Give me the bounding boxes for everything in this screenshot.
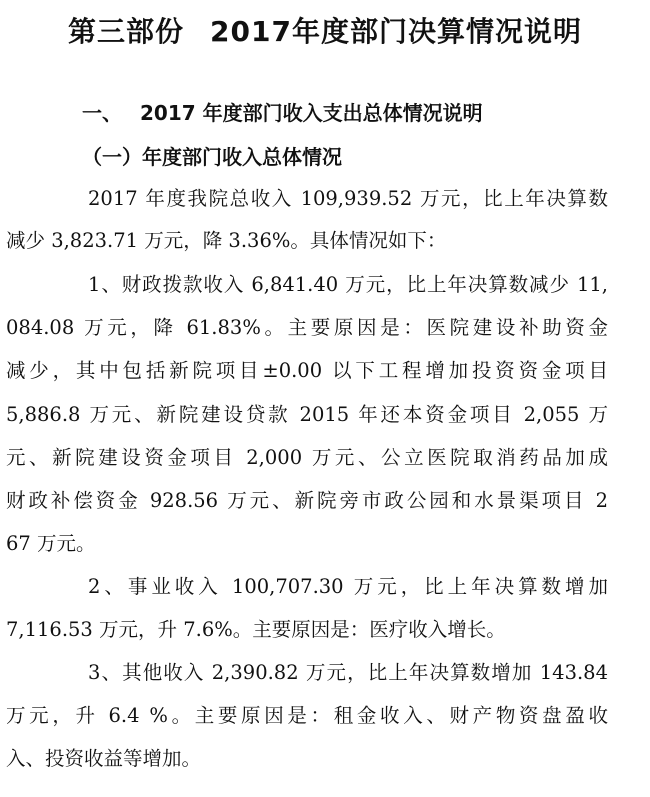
body-line-13: 万元，升 6.4 %。主要原因是：租金收入、财产物资盘盈收 (6, 704, 608, 727)
section-heading-text: 2017 年度部门收入支出总体情况说明 (140, 101, 483, 125)
body-line-3: 1、财政拨款收入 6,841.40 万元，比上年决算数减少 11, (88, 273, 608, 296)
body-line-1: 2017 年度我院总收入 109,939.52 万元，比上年决算数 (88, 187, 608, 210)
body-line-9: 67 万元。 (6, 532, 96, 555)
body-line-10: 2、事业收入 100,707.30 万元，比上年决算数增加 (88, 575, 608, 598)
body-line-5: 减少，其中包括新院项目±0.00 以下工程增加投资资金项目 (6, 359, 608, 382)
section-heading (82, 98, 483, 128)
title-part: 第三部份 (68, 15, 185, 48)
body-line-6: 5,886.8 万元、新院建设贷款 2015 年还本资金项目 2,055 万 (6, 403, 608, 426)
title-main: 2017年度部门决算情况说明 (210, 15, 582, 48)
body-line-2: 减少 3,823.71 万元，降 3.36%。具体情况如下： (6, 229, 447, 252)
body-line-4: 084.08 万元，降 61.83%。主要原因是：医院建设补助资金 (6, 316, 608, 339)
page-title (0, 12, 650, 52)
subsection-heading: （一）年度部门收入总体情况 (82, 145, 342, 169)
body-line-14: 入、投资收益等增加。 (6, 747, 202, 770)
body-line-11: 7,116.53 万元，升 7.6%。主要原因是：医疗收入增长。 (6, 618, 506, 641)
body-line-12: 3、其他收入 2,390.82 万元，比上年决算数增加 143.84 (88, 661, 608, 684)
body-line-8: 财政补偿资金 928.56 万元、新院旁市政公园和水景渠项目 2 (6, 489, 608, 512)
body-line-7: 元、新院建设资金项目 2,000 万元、公立医院取消药品加成 (6, 446, 608, 469)
section-number: 一、 (82, 101, 122, 125)
